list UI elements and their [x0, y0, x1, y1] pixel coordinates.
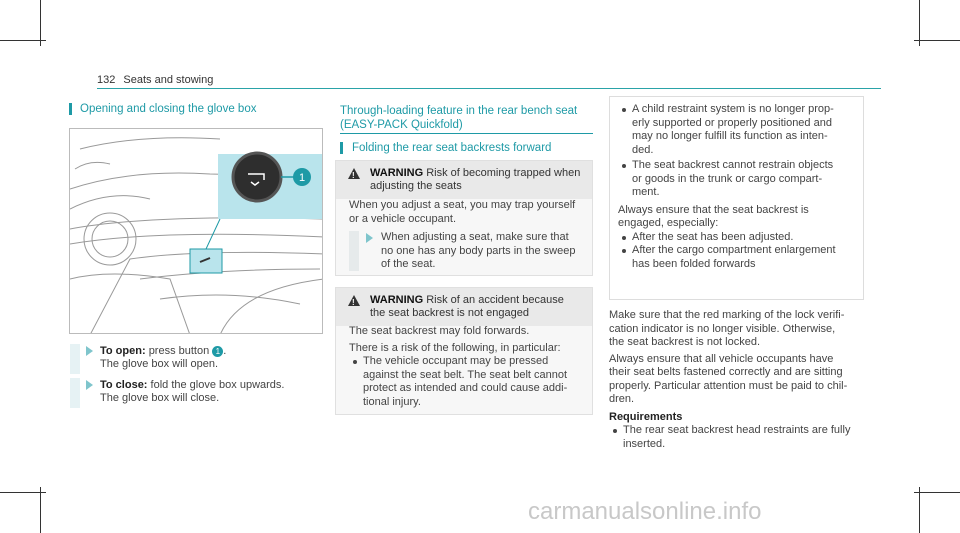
bullet-line: erly supported or properly positioned and [632, 116, 832, 129]
crop-mark [40, 487, 41, 533]
callout-number: 1 [298, 172, 306, 184]
body-line: There is a risk of the following, in particular: [349, 341, 561, 354]
crop-mark [0, 40, 46, 41]
bullet-line: After the cargo compartment enlargement [632, 244, 836, 256]
step-text: fold the glove box upwards. [150, 379, 285, 391]
watermark: carmanualsonline.info [528, 498, 762, 525]
warning-header [336, 161, 592, 199]
step-arrow-icon [86, 346, 93, 356]
step-arrow-icon [366, 233, 373, 243]
text-line: dren. [609, 393, 635, 405]
glove-box-illustration [69, 128, 323, 334]
bullet-item [618, 159, 858, 200]
dashboard-drawing [70, 129, 323, 334]
warning-label: WARNING [370, 167, 424, 179]
step-sidebar [70, 344, 80, 374]
warning-label: WARNING [370, 294, 424, 306]
box-content [618, 103, 858, 271]
warning-header [336, 288, 592, 326]
crop-mark [914, 40, 960, 41]
step-arrow-icon [86, 380, 93, 390]
text-line: cation indicator is no longer visible. Otherwise, [609, 322, 836, 335]
section-title: Opening and closing the glove box [80, 103, 257, 115]
section-name: Seats and stowing [123, 74, 214, 86]
bullet-item [618, 244, 858, 271]
bullet-line: After the seat has been adjusted. [632, 230, 794, 243]
bullet-line: against the seat belt. The seat belt cannot [363, 368, 568, 381]
warning-head: adjusting the seats [370, 180, 462, 192]
page-header [97, 74, 213, 86]
bullet-line: A child restraint system is no longer prop- [632, 103, 834, 115]
text-line: their seat belts fastened correctly and are sitting [609, 366, 843, 378]
crop-mark [0, 492, 46, 493]
right-text [609, 309, 869, 451]
text-line: properly. Particular attention must be paid to chil- [609, 379, 848, 392]
warning-action [381, 231, 575, 272]
bullet-line: ment. [632, 186, 660, 198]
bullet-line: ded. [632, 143, 654, 156]
text-line: Always ensure that all vehicle occupants have [609, 352, 834, 365]
step-text: press button [148, 345, 210, 357]
title-line: (EASY-PACK Quickfold) [340, 119, 463, 131]
warning-head: Risk of becoming trapped when [426, 167, 581, 179]
crop-mark [919, 487, 920, 533]
page-number: 132 [97, 74, 116, 86]
step-result: The glove box will open. [100, 358, 219, 370]
text-line: the seat backrest is not locked. [609, 336, 761, 348]
action-line: of the seat. [381, 258, 436, 270]
warning-continuation-box [609, 96, 864, 300]
bullet-line: or goods in the trunk or cargo compart- [632, 172, 823, 185]
bullet-line: protect as intended and could cause addi- [363, 382, 568, 394]
bullet-line: The rear seat backrest head restraints are fully [623, 424, 851, 436]
step-open [100, 345, 226, 371]
action-line: When adjusting a seat, make sure that [381, 231, 569, 243]
action-line: no one has any body parts in the sweep [381, 244, 576, 257]
warning-icon [348, 168, 360, 179]
section-bar [340, 142, 343, 154]
warning-head: Risk of an accident because [426, 294, 564, 306]
subsection-title: Folding the rear seat backrests forward [352, 142, 552, 154]
paragraph [609, 309, 869, 350]
step-label: To close: [100, 379, 148, 391]
step-label: To open: [100, 345, 146, 357]
box-paragraph: engaged, especially: [618, 217, 719, 229]
requirements-heading: Requirements [609, 410, 683, 423]
title-line: Through-loading feature in the rear bench seat [340, 105, 578, 117]
step-sidebar [70, 378, 80, 408]
step-sidebar [349, 231, 359, 271]
body-line: When you adjust a seat, you may trap yourself [349, 199, 576, 211]
step-text-end: . [223, 345, 227, 357]
bullet-line: The vehicle occupant may be pressed [363, 355, 549, 367]
step-result: The glove box will close. [100, 392, 220, 404]
bullet-line: has been folded forwards [632, 257, 756, 270]
crop-mark [914, 492, 960, 493]
bullet-item [618, 103, 858, 157]
bullet-line: The seat backrest cannot restrain objects [632, 159, 834, 171]
text-line: Make sure that the red marking of the lock verifi- [609, 309, 845, 321]
warning-body [349, 325, 589, 409]
body-line: The seat backrest may fold forwards. [349, 325, 530, 337]
warning-box [335, 160, 593, 276]
bullet-item [609, 424, 869, 451]
bullet-line: tional injury. [363, 395, 421, 408]
warning-body [349, 199, 575, 226]
title-underline [340, 133, 593, 134]
button-badge: 1 [212, 346, 223, 357]
bullet-line: may no longer fulfill its function as inten- [632, 130, 828, 142]
header-rule [97, 88, 881, 89]
bullet-line: inserted. [623, 437, 666, 450]
bullet-item [349, 355, 589, 409]
bullet-item [618, 231, 858, 245]
section-title [340, 104, 577, 132]
step-close [100, 379, 284, 405]
body-line: or a vehicle occupant. [349, 212, 457, 225]
paragraph [609, 353, 869, 407]
warning-icon [348, 295, 360, 306]
warning-head: the seat backrest is not engaged [370, 307, 529, 319]
warning-box [335, 287, 593, 415]
box-paragraph: Always ensure that the seat backrest is [618, 203, 809, 216]
section-bar [69, 103, 72, 115]
